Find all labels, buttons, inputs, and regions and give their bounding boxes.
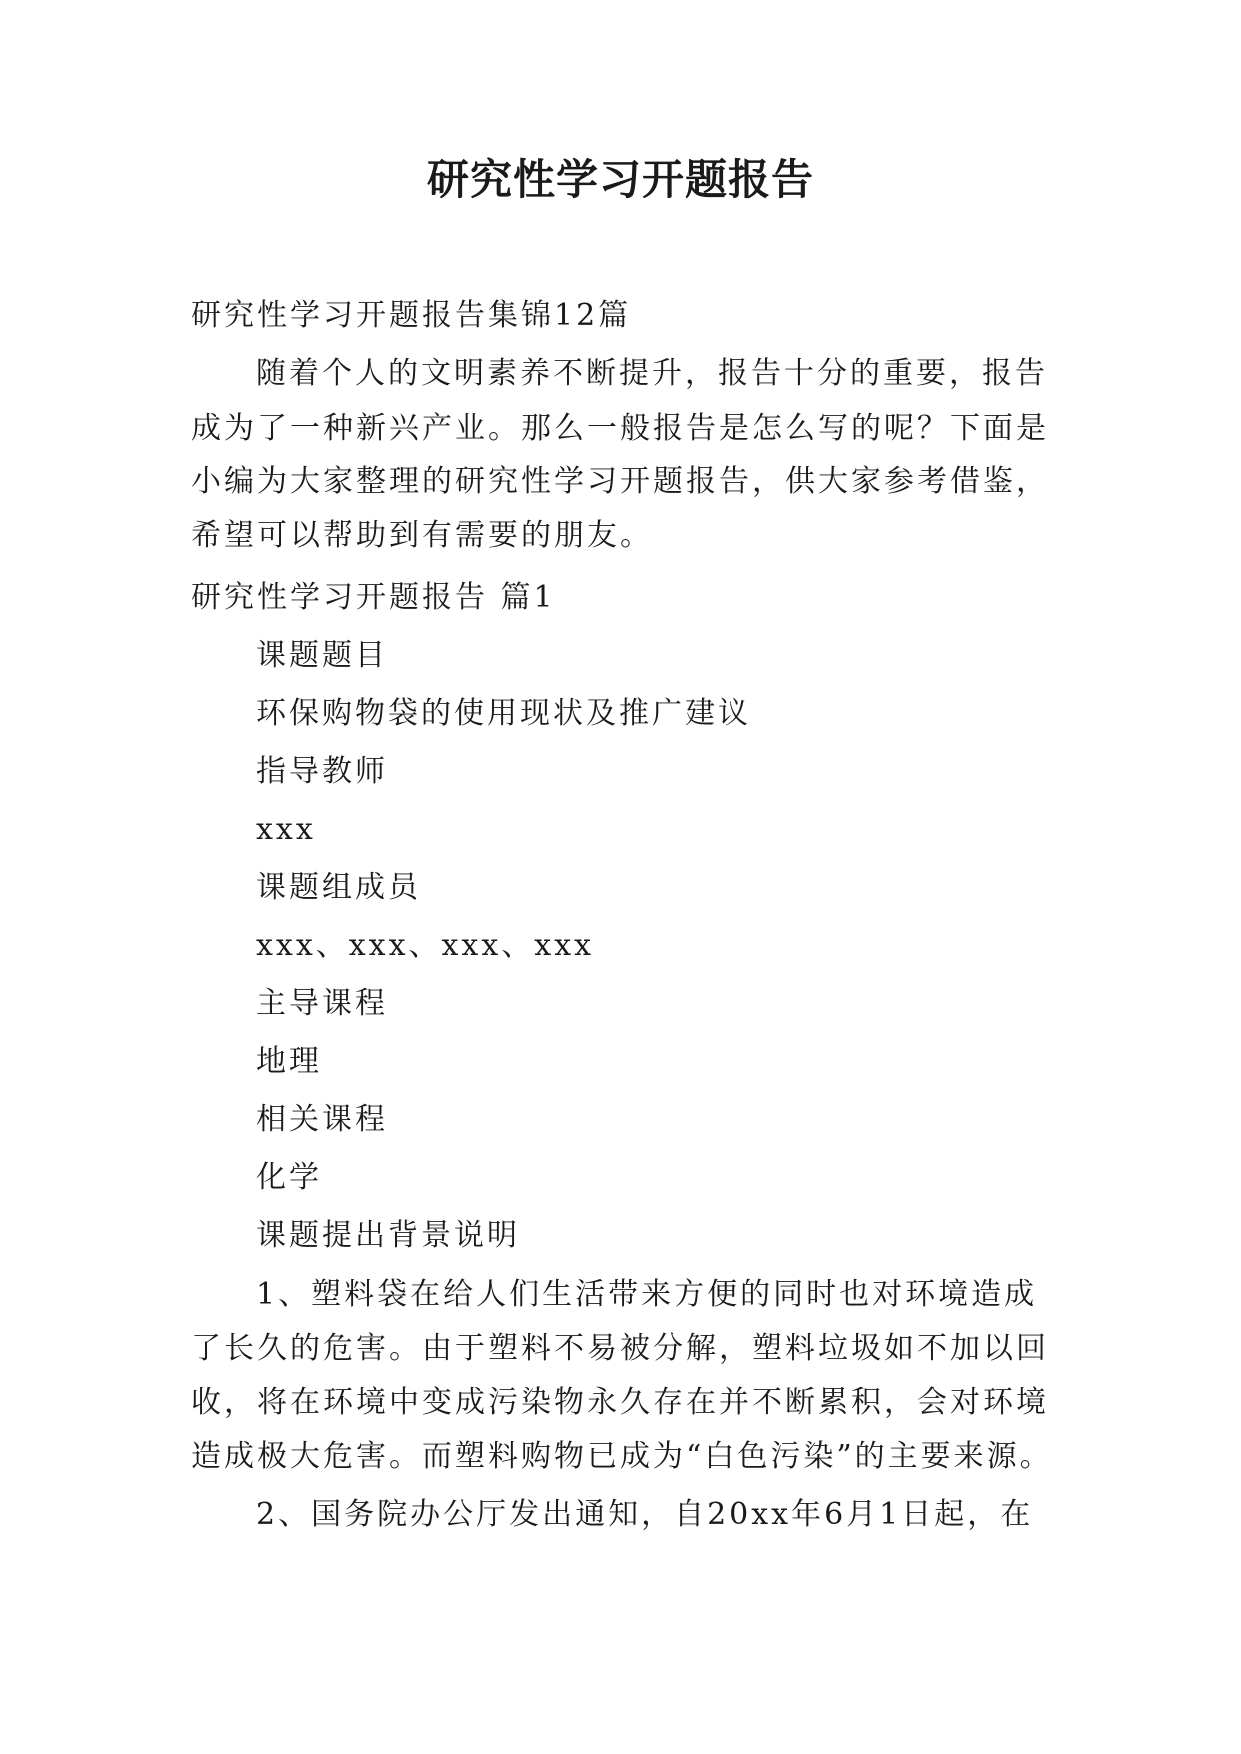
document-title: 研究性学习开题报告 xyxy=(426,155,814,204)
main-course-value: 地理 xyxy=(256,1044,322,1079)
background-line: 了长久的危害。由于塑料不易被分解，塑料垃圾如不加以回 xyxy=(191,1331,1049,1366)
teacher-value: xxx xyxy=(256,812,316,847)
background-line: 2、国务院办公厅发出通知，自20xx年6月1日起，在 xyxy=(256,1497,1034,1532)
related-course-value: 化学 xyxy=(256,1160,322,1195)
members-value: xxx、xxx、xxx、xxx xyxy=(256,928,595,963)
background-line: 收，将在环境中变成污染物永久存在并不断累积，会对环境 xyxy=(191,1385,1049,1420)
document-subtitle: 研究性学习开题报告集锦12篇 xyxy=(191,298,632,333)
intro-line: 随着个人的文明素养不断提升，报告十分的重要，报告 xyxy=(256,356,1048,391)
main-course-label: 主导课程 xyxy=(256,986,388,1021)
background-label: 课题提出背景说明 xyxy=(256,1218,520,1253)
teacher-label: 指导教师 xyxy=(256,754,388,789)
intro-line: 成为了一种新兴产业。那么一般报告是怎么写的呢？下面是 xyxy=(191,411,1049,446)
topic-label: 课题题目 xyxy=(256,638,388,673)
topic-value: 环保购物袋的使用现状及推广建议 xyxy=(256,696,751,731)
intro-line: 小编为大家整理的研究性学习开题报告，供大家参考借鉴， xyxy=(191,464,1049,499)
members-label: 课题组成员 xyxy=(256,870,421,905)
background-line: 1、塑料袋在给人们生活带来方便的同时也对环境造成 xyxy=(256,1277,1038,1312)
intro-line: 希望可以帮助到有需要的朋友。 xyxy=(191,518,653,553)
background-line: 造成极大危害。而塑料购物已成为“白色污染”的主要来源。 xyxy=(191,1439,1053,1474)
related-course-label: 相关课程 xyxy=(256,1102,388,1137)
section-heading: 研究性学习开题报告 篇1 xyxy=(191,580,556,615)
